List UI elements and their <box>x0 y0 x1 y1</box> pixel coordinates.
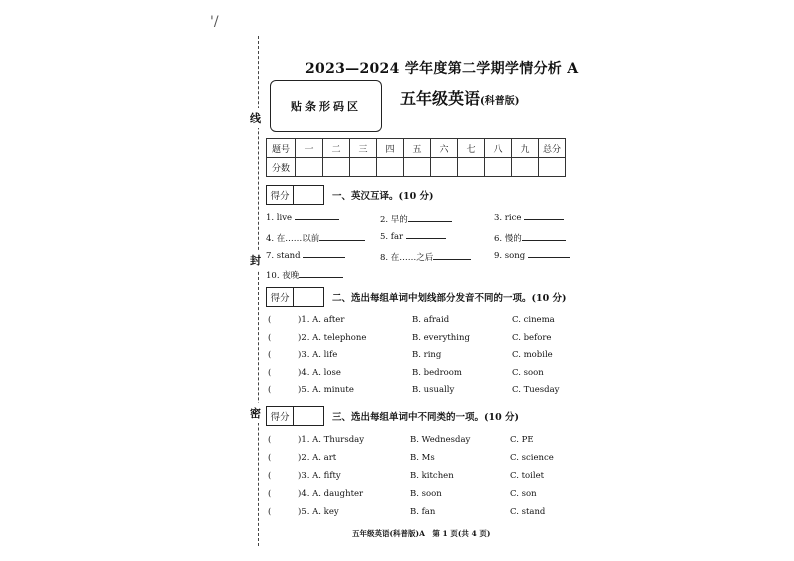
score-input-cell[interactable] <box>539 158 566 177</box>
list-item <box>494 232 566 244</box>
score-cell: 四 <box>377 139 404 158</box>
subject-name: 五年级英语 <box>400 89 481 108</box>
answer-paren[interactable]: ( <box>268 507 272 517</box>
section1-score-box <box>266 185 324 205</box>
question-option-b: B. Wednesday <box>410 435 471 445</box>
item-text: 6. 慢的 <box>494 234 522 244</box>
score-input-cell[interactable] <box>404 158 431 177</box>
score-input-cell[interactable] <box>350 158 377 177</box>
section2-score-box <box>266 287 324 307</box>
answer-paren[interactable]: ( <box>268 368 272 378</box>
list-item <box>266 251 345 261</box>
question-option-a: )1. A. after <box>298 315 345 325</box>
score-cell: 五 <box>404 139 431 158</box>
answer-blank[interactable] <box>319 240 365 241</box>
score-input-cell[interactable] <box>512 158 539 177</box>
score-box-input[interactable] <box>294 186 323 204</box>
list-item <box>266 213 339 223</box>
section3-title: 三、选出每组单词中不同类的一项。(10 分) <box>332 412 520 423</box>
answer-blank[interactable] <box>528 257 570 258</box>
section1-title: 一、英汉互译。(10 分) <box>332 191 434 202</box>
question-option-a: )3. A. life <box>298 350 338 360</box>
list-item <box>266 232 365 244</box>
score-row-label: 分数 <box>267 158 296 177</box>
item-text: 7. stand <box>266 251 301 261</box>
question-option-c: C. Tuesday <box>512 385 560 395</box>
item-text: 9. song <box>494 251 526 261</box>
barcode-area: 贴条形码区 <box>270 80 382 132</box>
item-text: 1. live <box>266 213 293 223</box>
score-cell: 题号 <box>267 139 296 158</box>
question-option-c: C. soon <box>512 368 544 378</box>
item-text: 5. far <box>380 232 404 242</box>
question-option-b: B. ring <box>412 350 442 360</box>
score-input-cell[interactable] <box>431 158 458 177</box>
answer-blank[interactable] <box>522 240 566 241</box>
question-option-b: B. everything <box>412 333 470 343</box>
score-cell: 一 <box>296 139 323 158</box>
score-input-cell[interactable] <box>296 158 323 177</box>
score-input-cell[interactable] <box>377 158 404 177</box>
answer-paren[interactable]: ( <box>268 315 272 325</box>
answer-blank[interactable] <box>408 221 452 222</box>
answer-blank[interactable] <box>303 257 345 258</box>
edition-label: (科普版) <box>480 96 520 107</box>
question-option-c: C. PE <box>510 435 534 445</box>
score-cell: 七 <box>458 139 485 158</box>
binding-label-feng: 封 <box>250 250 261 270</box>
score-cell: 二 <box>323 139 350 158</box>
question-option-c: C. cinema <box>512 315 555 325</box>
item-text: 8. 在……之后 <box>380 253 434 263</box>
answer-blank[interactable] <box>299 277 343 278</box>
binding-label-mi: 密 <box>250 403 261 423</box>
list-item <box>494 251 570 261</box>
answer-paren[interactable]: ( <box>268 471 272 481</box>
score-cell: 三 <box>350 139 377 158</box>
answer-paren[interactable]: ( <box>268 333 272 343</box>
question-option-b: B. Ms <box>410 453 435 463</box>
question-option-b: B. afraid <box>412 315 450 325</box>
question-option-c: C. son <box>510 489 537 499</box>
item-text: 4. 在……以前 <box>266 234 320 244</box>
answer-paren[interactable]: ( <box>268 453 272 463</box>
answer-blank[interactable] <box>406 238 446 239</box>
question-option-c: C. before <box>512 333 552 343</box>
score-table-value-row <box>267 158 566 177</box>
question-option-b: B. fan <box>410 507 436 517</box>
score-box-label: 得分 <box>267 288 294 306</box>
score-box-input[interactable] <box>294 407 323 425</box>
list-item <box>494 213 564 223</box>
list-item <box>380 251 471 263</box>
question-option-a: )4. A. lose <box>298 368 341 378</box>
answer-blank[interactable] <box>295 219 339 220</box>
score-cell: 六 <box>431 139 458 158</box>
score-cell: 八 <box>485 139 512 158</box>
question-option-c: C. science <box>510 453 554 463</box>
question-option-b: B. bedroom <box>412 368 462 378</box>
question-option-a: )4. A. daughter <box>298 489 364 499</box>
question-option-b: B. soon <box>410 489 442 499</box>
score-table-header-row <box>267 139 566 158</box>
question-option-a: )2. A. telephone <box>298 333 367 343</box>
item-text: 3. rice <box>494 213 522 223</box>
answer-paren[interactable]: ( <box>268 435 272 445</box>
section2-title: 二、选出每组单词中划线部分发音不同的一项。(10 分) <box>332 293 567 304</box>
list-item <box>380 232 446 242</box>
question-option-a: )3. A. fifty <box>298 471 341 481</box>
question-option-a: )1. A. Thursday <box>298 435 365 445</box>
score-cell: 总分 <box>539 139 566 158</box>
page-footer: 五年级英语(科普版)A 第 1 页(共 4 页) <box>352 529 491 538</box>
question-option-c: C. mobile <box>512 350 553 360</box>
question-option-c: C. toilet <box>510 471 545 481</box>
list-item <box>266 269 343 281</box>
score-input-cell[interactable] <box>323 158 350 177</box>
item-text: 2. 早的 <box>380 215 408 225</box>
score-cell: 九 <box>512 139 539 158</box>
answer-paren[interactable]: ( <box>268 489 272 499</box>
item-text: 10. 夜晚 <box>266 271 300 281</box>
question-option-b: B. usually <box>412 385 455 395</box>
question-option-c: C. stand <box>510 507 546 517</box>
binding-label-xian: 线 <box>250 108 261 128</box>
question-option-a: )5. A. minute <box>298 385 354 395</box>
score-box-label: 得分 <box>267 407 294 425</box>
section3-score-box <box>266 406 324 426</box>
exam-title: 2023—2024 学年度第二学期学情分析 A <box>305 61 579 77</box>
score-box-label: 得分 <box>267 186 294 204</box>
score-table <box>266 138 566 177</box>
answer-paren[interactable]: ( <box>268 385 272 395</box>
question-option-a: )2. A. art <box>298 453 337 463</box>
subject-title <box>400 86 519 109</box>
score-input-cell[interactable] <box>458 158 485 177</box>
answer-blank[interactable] <box>524 219 564 220</box>
question-option-a: )5. A. key <box>298 507 339 517</box>
corner-mark: '/ <box>210 14 219 30</box>
question-option-b: B. kitchen <box>410 471 454 481</box>
score-box-input[interactable] <box>294 288 323 306</box>
answer-paren[interactable]: ( <box>268 350 272 360</box>
answer-blank[interactable] <box>433 259 471 260</box>
list-item <box>380 213 452 225</box>
score-input-cell[interactable] <box>485 158 512 177</box>
